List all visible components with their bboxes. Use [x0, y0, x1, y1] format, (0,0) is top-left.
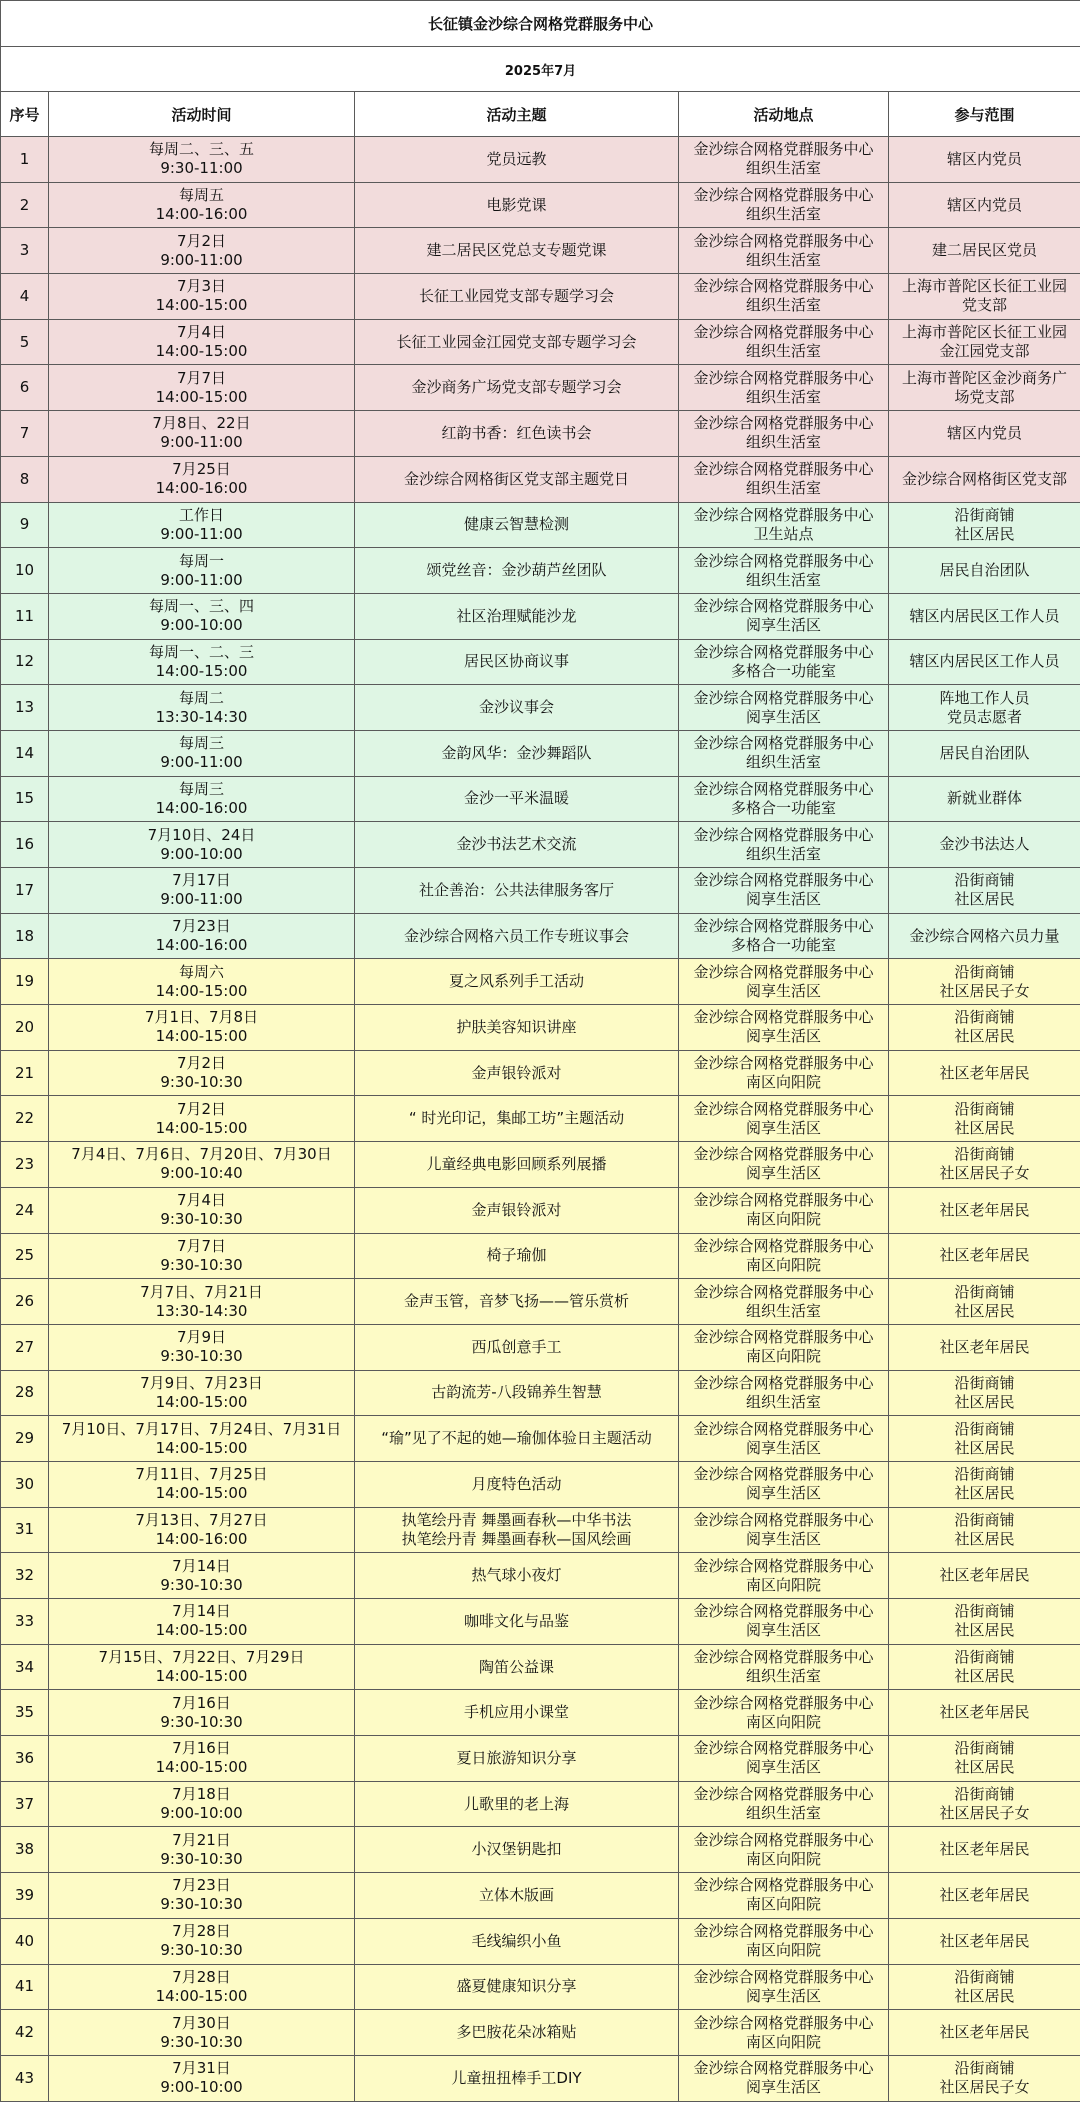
cell-index: 18 [1, 913, 49, 959]
cell-location: 金沙综合网格党群服务中心 阅享生活区 [679, 1507, 889, 1553]
cell-scope: 上海市普陀区长征工业园 党支部 [889, 274, 1080, 320]
cell-topic: 西瓜创意手工 [355, 1324, 679, 1370]
table-row [1, 1690, 1080, 1736]
table-row [1, 2010, 1080, 2056]
table-row [1, 730, 1080, 776]
table-row [1, 1827, 1080, 1873]
cell-topic: 社区治理赋能沙龙 [355, 593, 679, 639]
cell-location: 金沙综合网格党群服务中心 组织生活室 [679, 548, 889, 594]
cell-time: 7月18日 9:00-10:00 [49, 1781, 355, 1827]
cell-scope: 沿街商铺 社区居民 [889, 1096, 1080, 1142]
cell-index: 4 [1, 274, 49, 320]
table-row [1, 548, 1080, 594]
cell-topic: 红韵书香：红色读书会 [355, 411, 679, 457]
cell-time: 7月4日、7月6日、7月20日、7月30日 9:00-10:40 [49, 1142, 355, 1188]
cell-time: 7月1日、7月8日 14:00-15:00 [49, 1005, 355, 1051]
cell-scope: 金沙书法达人 [889, 822, 1080, 868]
cell-scope: 上海市普陀区长征工业园 金江园党支部 [889, 319, 1080, 365]
cell-index: 37 [1, 1781, 49, 1827]
cell-scope: 辖区内党员 [889, 411, 1080, 457]
cell-time: 7月9日、7月23日 14:00-15:00 [49, 1370, 355, 1416]
cell-time: 每周六 14:00-15:00 [49, 959, 355, 1005]
cell-location: 金沙综合网格党群服务中心 阅享生活区 [679, 1005, 889, 1051]
cell-location: 金沙综合网格党群服务中心 组织生活室 [679, 1279, 889, 1325]
cell-time: 7月21日 9:30-10:30 [49, 1827, 355, 1873]
cell-scope: 建二居民区党员 [889, 228, 1080, 274]
cell-time: 7月9日 9:30-10:30 [49, 1324, 355, 1370]
table-body [1, 137, 1080, 2102]
cell-time: 7月2日 14:00-15:00 [49, 1096, 355, 1142]
cell-scope: 沿街商铺 社区居民 [889, 1644, 1080, 1690]
cell-location: 金沙综合网格党群服务中心 南区向阳院 [679, 1918, 889, 1964]
cell-location: 金沙综合网格党群服务中心 阅享生活区 [679, 593, 889, 639]
cell-topic: 金沙书法艺术交流 [355, 822, 679, 868]
cell-index: 43 [1, 2055, 49, 2101]
table-row [1, 228, 1080, 274]
header-index: 序号 [1, 92, 49, 137]
cell-location: 金沙综合网格党群服务中心 阅享生活区 [679, 1736, 889, 1782]
page-title: 长征镇金沙综合网格党群服务中心 [1, 1, 1080, 47]
cell-topic: 陶笛公益课 [355, 1644, 679, 1690]
cell-scope: 沿街商铺 社区居民 [889, 1461, 1080, 1507]
schedule-month: 2025年7月 [1, 47, 1080, 92]
table-row [1, 2055, 1080, 2101]
table-row [1, 456, 1080, 502]
cell-index: 28 [1, 1370, 49, 1416]
cell-location: 金沙综合网格党群服务中心 组织生活室 [679, 456, 889, 502]
cell-location: 金沙综合网格党群服务中心 阅享生活区 [679, 1461, 889, 1507]
cell-topic: 居民区协商议事 [355, 639, 679, 685]
cell-location: 金沙综合网格党群服务中心 组织生活室 [679, 1781, 889, 1827]
cell-location: 金沙综合网格党群服务中心 南区向阳院 [679, 1233, 889, 1279]
cell-index: 11 [1, 593, 49, 639]
cell-scope: 沿街商铺 社区居民子女 [889, 1781, 1080, 1827]
cell-topic: 金声银铃派对 [355, 1050, 679, 1096]
cell-scope: 金沙综合网格街区党支部 [889, 456, 1080, 502]
cell-scope: 沿街商铺 社区居民 [889, 868, 1080, 914]
cell-topic: 建二居民区党总支专题党课 [355, 228, 679, 274]
cell-scope: 沿街商铺 社区居民 [889, 502, 1080, 548]
cell-topic: 儿童经典电影回顾系列展播 [355, 1142, 679, 1188]
cell-index: 15 [1, 776, 49, 822]
cell-index: 29 [1, 1416, 49, 1462]
cell-scope: 辖区内党员 [889, 182, 1080, 228]
cell-topic: 党员远教 [355, 137, 679, 183]
cell-location: 金沙综合网格党群服务中心 组织生活室 [679, 274, 889, 320]
cell-index: 20 [1, 1005, 49, 1051]
cell-topic: 月度特色活动 [355, 1461, 679, 1507]
cell-time: 7月2日 9:00-11:00 [49, 228, 355, 274]
cell-time: 每周三 14:00-16:00 [49, 776, 355, 822]
cell-topic: 电影党课 [355, 182, 679, 228]
cell-index: 25 [1, 1233, 49, 1279]
cell-index: 16 [1, 822, 49, 868]
table-row [1, 1781, 1080, 1827]
cell-scope: 沿街商铺 社区居民 [889, 1736, 1080, 1782]
table-row [1, 685, 1080, 731]
table-row [1, 1507, 1080, 1553]
cell-index: 14 [1, 730, 49, 776]
cell-index: 42 [1, 2010, 49, 2056]
cell-topic: 小汉堡钥匙扣 [355, 1827, 679, 1873]
cell-index: 8 [1, 456, 49, 502]
cell-time: 7月16日 14:00-15:00 [49, 1736, 355, 1782]
cell-location: 金沙综合网格党群服务中心 南区向阳院 [679, 1050, 889, 1096]
cell-time: 7月15日、7月22日、7月29日 14:00-15:00 [49, 1644, 355, 1690]
cell-time: 7月14日 14:00-15:00 [49, 1599, 355, 1645]
table-row [1, 639, 1080, 685]
cell-topic: 热气球小夜灯 [355, 1553, 679, 1599]
cell-time: 每周一 9:00-11:00 [49, 548, 355, 594]
cell-index: 17 [1, 868, 49, 914]
cell-time: 7月7日 14:00-15:00 [49, 365, 355, 411]
cell-topic: 毛线编织小鱼 [355, 1918, 679, 1964]
cell-location: 金沙综合网格党群服务中心 南区向阳院 [679, 1690, 889, 1736]
cell-topic: 护肤美容知识讲座 [355, 1005, 679, 1051]
header-scope: 参与范围 [889, 92, 1080, 137]
cell-scope: 沿街商铺 社区居民 [889, 1005, 1080, 1051]
cell-index: 35 [1, 1690, 49, 1736]
cell-index: 26 [1, 1279, 49, 1325]
table-row [1, 502, 1080, 548]
cell-topic: 咖啡文化与品鉴 [355, 1599, 679, 1645]
header-location: 活动地点 [679, 92, 889, 137]
cell-scope: 社区老年居民 [889, 1233, 1080, 1279]
cell-index: 38 [1, 1827, 49, 1873]
table-row [1, 868, 1080, 914]
cell-scope: 辖区内党员 [889, 137, 1080, 183]
table-row [1, 776, 1080, 822]
cell-location: 金沙综合网格党群服务中心 组织生活室 [679, 1370, 889, 1416]
cell-scope: 沿街商铺 社区居民 [889, 1599, 1080, 1645]
cell-index: 24 [1, 1187, 49, 1233]
cell-location: 金沙综合网格党群服务中心 南区向阳院 [679, 1324, 889, 1370]
cell-index: 33 [1, 1599, 49, 1645]
cell-time: 7月31日 9:00-10:00 [49, 2055, 355, 2101]
cell-index: 34 [1, 1644, 49, 1690]
cell-location: 金沙综合网格党群服务中心 南区向阳院 [679, 2010, 889, 2056]
cell-location: 金沙综合网格党群服务中心 阅享生活区 [679, 959, 889, 1005]
table-row [1, 1964, 1080, 2010]
cell-topic: 执笔绘丹青 舞墨画春秋—中华书法 执笔绘丹青 舞墨画春秋—国风绘画 [355, 1507, 679, 1553]
table-row [1, 913, 1080, 959]
table-row [1, 959, 1080, 1005]
cell-topic: 金沙综合网格六员工作专班议事会 [355, 913, 679, 959]
cell-time: 7月17日 9:00-11:00 [49, 868, 355, 914]
cell-location: 金沙综合网格党群服务中心 阅享生活区 [679, 868, 889, 914]
cell-location: 金沙综合网格党群服务中心 阅享生活区 [679, 1599, 889, 1645]
cell-time: 7月25日 14:00-16:00 [49, 456, 355, 502]
cell-scope: 社区老年居民 [889, 1690, 1080, 1736]
cell-time: 每周三 9:00-11:00 [49, 730, 355, 776]
cell-time: 7月13日、7月27日 14:00-16:00 [49, 1507, 355, 1553]
cell-location: 金沙综合网格党群服务中心 南区向阳院 [679, 1553, 889, 1599]
header-time: 活动时间 [49, 92, 355, 137]
cell-location: 金沙综合网格党群服务中心 组织生活室 [679, 365, 889, 411]
cell-location: 金沙综合网格党群服务中心 组织生活室 [679, 1644, 889, 1690]
cell-time: 7月10日、24日 9:00-10:00 [49, 822, 355, 868]
cell-scope: 辖区内居民区工作人员 [889, 639, 1080, 685]
cell-scope: 沿街商铺 社区居民子女 [889, 1142, 1080, 1188]
cell-time: 7月28日 14:00-15:00 [49, 1964, 355, 2010]
cell-time: 7月4日 14:00-15:00 [49, 319, 355, 365]
cell-scope: 社区老年居民 [889, 1324, 1080, 1370]
cell-time: 7月30日 9:30-10:30 [49, 2010, 355, 2056]
cell-topic: “ 时光印记，集邮工坊”主题活动 [355, 1096, 679, 1142]
cell-location: 金沙综合网格党群服务中心 卫生站点 [679, 502, 889, 548]
cell-topic: 古韵流芳-八段锦养生智慧 [355, 1370, 679, 1416]
cell-scope: 居民自治团队 [889, 730, 1080, 776]
cell-topic: 夏日旅游知识分享 [355, 1736, 679, 1782]
cell-location: 金沙综合网格党群服务中心 南区向阳院 [679, 1873, 889, 1919]
cell-time: 工作日 9:00-11:00 [49, 502, 355, 548]
cell-location: 金沙综合网格党群服务中心 阅享生活区 [679, 2055, 889, 2101]
cell-index: 9 [1, 502, 49, 548]
cell-index: 12 [1, 639, 49, 685]
cell-scope: 社区老年居民 [889, 1050, 1080, 1096]
cell-topic: 金沙一平米温暖 [355, 776, 679, 822]
cell-index: 36 [1, 1736, 49, 1782]
cell-time: 7月7日 9:30-10:30 [49, 1233, 355, 1279]
cell-scope: 沿街商铺 社区居民子女 [889, 2055, 1080, 2101]
cell-index: 7 [1, 411, 49, 457]
table-row [1, 137, 1080, 183]
cell-time: 7月14日 9:30-10:30 [49, 1553, 355, 1599]
cell-scope: 金沙综合网格六员力量 [889, 913, 1080, 959]
cell-location: 金沙综合网格党群服务中心 多格合一功能室 [679, 776, 889, 822]
table-row [1, 1918, 1080, 1964]
cell-time: 7月3日 14:00-15:00 [49, 274, 355, 320]
table-row [1, 1873, 1080, 1919]
cell-location: 金沙综合网格党群服务中心 组织生活室 [679, 411, 889, 457]
cell-index: 2 [1, 182, 49, 228]
cell-index: 6 [1, 365, 49, 411]
cell-topic: 金沙议事会 [355, 685, 679, 731]
cell-topic: 椅子瑜伽 [355, 1233, 679, 1279]
cell-scope: 沿街商铺 社区居民 [889, 1964, 1080, 2010]
header-topic: 活动主题 [355, 92, 679, 137]
cell-time: 每周五 14:00-16:00 [49, 182, 355, 228]
cell-location: 金沙综合网格党群服务中心 阅享生活区 [679, 685, 889, 731]
table-row [1, 365, 1080, 411]
cell-index: 10 [1, 548, 49, 594]
cell-location: 金沙综合网格党群服务中心 组织生活室 [679, 182, 889, 228]
table-row [1, 1644, 1080, 1690]
cell-index: 27 [1, 1324, 49, 1370]
cell-scope: 社区老年居民 [889, 1873, 1080, 1919]
cell-topic: 金沙商务广场党支部专题学习会 [355, 365, 679, 411]
cell-time: 每周一、二、三 14:00-15:00 [49, 639, 355, 685]
cell-index: 32 [1, 1553, 49, 1599]
cell-topic: 儿童扭扭棒手工DIY [355, 2055, 679, 2101]
cell-topic: 金声玉管，音梦飞扬——管乐赏析 [355, 1279, 679, 1325]
table-row [1, 1187, 1080, 1233]
cell-topic: “瑜”见了不起的她—瑜伽体验日主题活动 [355, 1416, 679, 1462]
cell-scope: 社区老年居民 [889, 2010, 1080, 2056]
cell-location: 金沙综合网格党群服务中心 组织生活室 [679, 137, 889, 183]
cell-index: 5 [1, 319, 49, 365]
cell-scope: 社区老年居民 [889, 1187, 1080, 1233]
cell-time: 7月11日、7月25日 14:00-15:00 [49, 1461, 355, 1507]
cell-location: 金沙综合网格党群服务中心 阅享生活区 [679, 1964, 889, 2010]
cell-topic: 金沙综合网格街区党支部主题党日 [355, 456, 679, 502]
cell-topic: 多巴胺花朵冰箱贴 [355, 2010, 679, 2056]
cell-topic: 立体木版画 [355, 1873, 679, 1919]
table-row [1, 1599, 1080, 1645]
cell-scope: 社区老年居民 [889, 1827, 1080, 1873]
cell-time: 每周二 13:30-14:30 [49, 685, 355, 731]
table-row [1, 1279, 1080, 1325]
cell-index: 31 [1, 1507, 49, 1553]
cell-scope: 沿街商铺 社区居民 [889, 1416, 1080, 1462]
cell-topic: 健康云智慧检测 [355, 502, 679, 548]
table-row [1, 1324, 1080, 1370]
table-row [1, 1050, 1080, 1096]
cell-index: 22 [1, 1096, 49, 1142]
cell-location: 金沙综合网格党群服务中心 阅享生活区 [679, 1142, 889, 1188]
cell-location: 金沙综合网格党群服务中心 南区向阳院 [679, 1827, 889, 1873]
table-row [1, 182, 1080, 228]
cell-index: 39 [1, 1873, 49, 1919]
cell-topic: 金声银铃派对 [355, 1187, 679, 1233]
cell-topic: 手机应用小课堂 [355, 1690, 679, 1736]
cell-index: 13 [1, 685, 49, 731]
table-row [1, 1233, 1080, 1279]
cell-scope: 沿街商铺 社区居民 [889, 1370, 1080, 1416]
cell-index: 30 [1, 1461, 49, 1507]
cell-scope: 上海市普陀区金沙商务广 场党支部 [889, 365, 1080, 411]
cell-time: 7月7日、7月21日 13:30-14:30 [49, 1279, 355, 1325]
cell-time: 7月4日 9:30-10:30 [49, 1187, 355, 1233]
table-row [1, 593, 1080, 639]
cell-scope: 社区老年居民 [889, 1553, 1080, 1599]
cell-topic: 盛夏健康知识分享 [355, 1964, 679, 2010]
cell-location: 金沙综合网格党群服务中心 多格合一功能室 [679, 913, 889, 959]
cell-time: 7月23日 14:00-16:00 [49, 913, 355, 959]
cell-scope: 沿街商铺 社区居民 [889, 1279, 1080, 1325]
cell-topic: 金韵风华：金沙舞蹈队 [355, 730, 679, 776]
cell-location: 金沙综合网格党群服务中心 组织生活室 [679, 730, 889, 776]
cell-index: 41 [1, 1964, 49, 2010]
cell-time: 7月16日 9:30-10:30 [49, 1690, 355, 1736]
cell-topic: 长征工业园金江园党支部专题学习会 [355, 319, 679, 365]
cell-topic: 颂党丝音：金沙葫芦丝团队 [355, 548, 679, 594]
table-row [1, 1370, 1080, 1416]
table-row [1, 411, 1080, 457]
cell-scope: 沿街商铺 社区居民 [889, 1507, 1080, 1553]
cell-scope: 阵地工作人员 党员志愿者 [889, 685, 1080, 731]
cell-scope: 沿街商铺 社区居民子女 [889, 959, 1080, 1005]
cell-location: 金沙综合网格党群服务中心 组织生活室 [679, 228, 889, 274]
cell-time: 7月10日、7月17日、7月24日、7月31日 14:00-15:00 [49, 1416, 355, 1462]
cell-time: 7月2日 9:30-10:30 [49, 1050, 355, 1096]
cell-time: 每周二、三、五 9:30-11:00 [49, 137, 355, 183]
table-row [1, 1736, 1080, 1782]
cell-scope: 辖区内居民区工作人员 [889, 593, 1080, 639]
cell-topic: 社企善治：公共法律服务客厅 [355, 868, 679, 914]
cell-time: 7月23日 9:30-10:30 [49, 1873, 355, 1919]
cell-topic: 长征工业园党支部专题学习会 [355, 274, 679, 320]
cell-scope: 社区老年居民 [889, 1918, 1080, 1964]
table-row [1, 822, 1080, 868]
table-row [1, 1553, 1080, 1599]
table-row [1, 1096, 1080, 1142]
cell-location: 金沙综合网格党群服务中心 阅享生活区 [679, 1096, 889, 1142]
table-row [1, 319, 1080, 365]
cell-topic: 儿歌里的老上海 [355, 1781, 679, 1827]
cell-time: 7月8日、22日 9:00-11:00 [49, 411, 355, 457]
cell-location: 金沙综合网格党群服务中心 组织生活室 [679, 319, 889, 365]
cell-index: 3 [1, 228, 49, 274]
cell-location: 金沙综合网格党群服务中心 多格合一功能室 [679, 639, 889, 685]
table-row [1, 274, 1080, 320]
cell-time: 每周一、三、四 9:00-10:00 [49, 593, 355, 639]
cell-location: 金沙综合网格党群服务中心 组织生活室 [679, 822, 889, 868]
cell-index: 23 [1, 1142, 49, 1188]
table-row [1, 1005, 1080, 1051]
cell-index: 40 [1, 1918, 49, 1964]
cell-index: 21 [1, 1050, 49, 1096]
table-row [1, 1142, 1080, 1188]
cell-index: 1 [1, 137, 49, 183]
table-row [1, 1416, 1080, 1462]
table-row [1, 1461, 1080, 1507]
cell-time: 7月28日 9:30-10:30 [49, 1918, 355, 1964]
cell-scope: 新就业群体 [889, 776, 1080, 822]
cell-location: 金沙综合网格党群服务中心 阅享生活区 [679, 1416, 889, 1462]
cell-location: 金沙综合网格党群服务中心 南区向阳院 [679, 1187, 889, 1233]
cell-scope: 居民自治团队 [889, 548, 1080, 594]
cell-index: 19 [1, 959, 49, 1005]
cell-topic: 夏之风系列手工活动 [355, 959, 679, 1005]
